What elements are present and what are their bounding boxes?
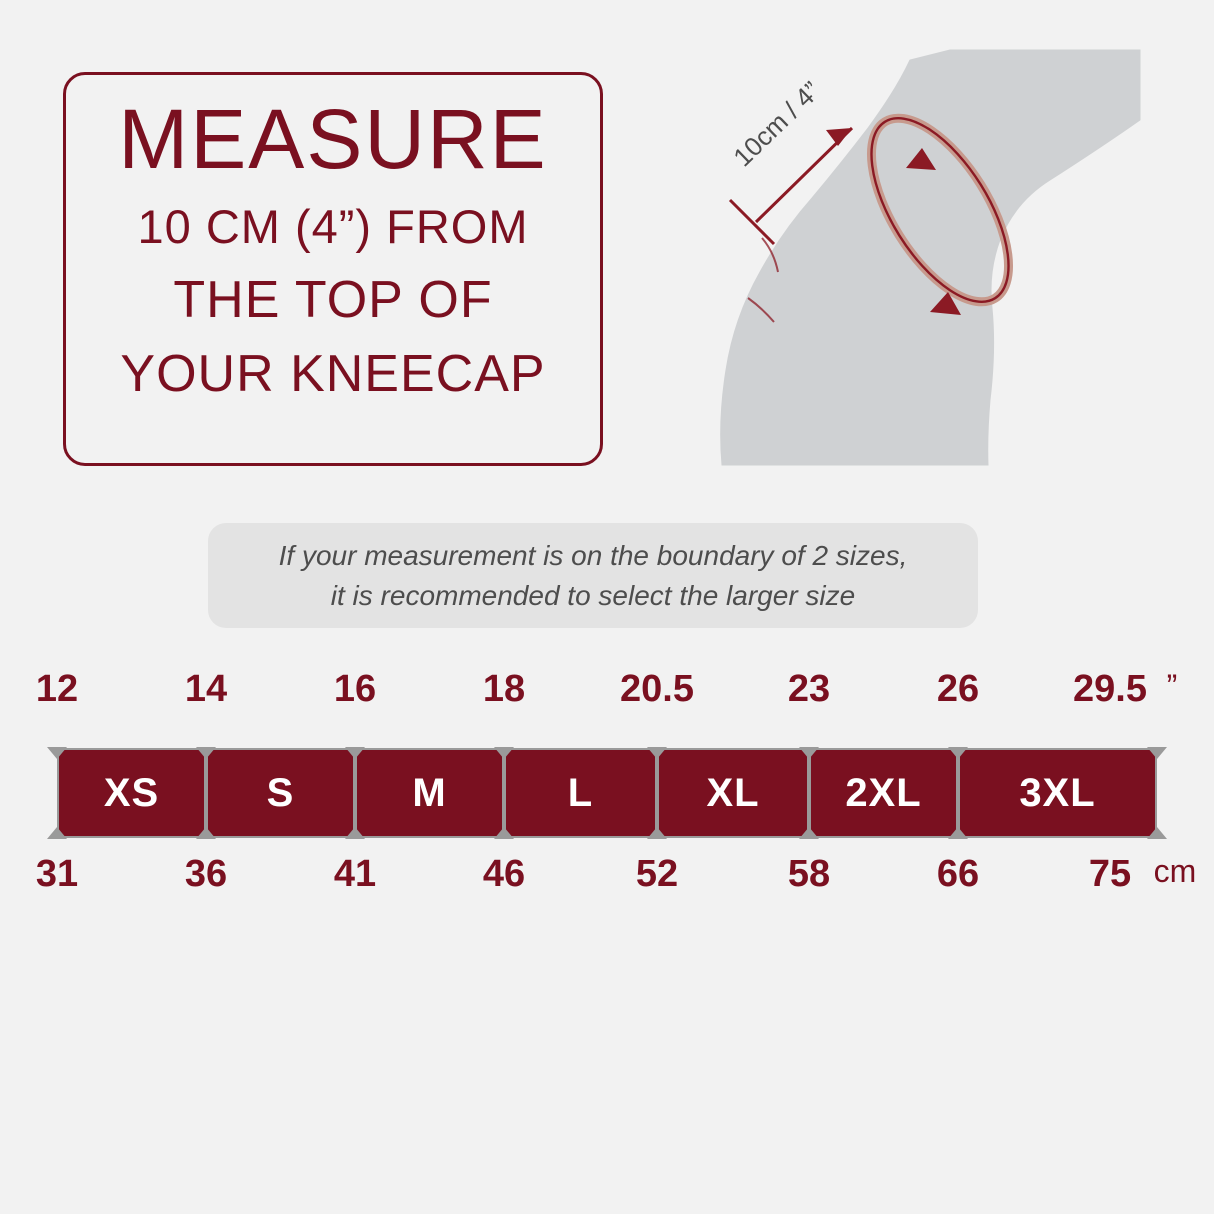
size-chart [0,668,1214,928]
size-label-xl: XL [706,770,760,815]
inch-tick-2: 16 [333,668,377,710]
tick-notch-top-5 [799,747,819,759]
size-segment-s[interactable] [206,748,355,838]
tick-notch-bottom-6 [948,827,968,839]
size-boundary-note [208,523,978,628]
tick-notch-bottom-7 [1147,827,1167,839]
inch-tick-7: 29.5 [1073,668,1147,710]
size-label-m: M [412,770,447,815]
tick-notch-top-4 [647,747,667,759]
leg-measurement-illustration [700,40,1200,480]
size-bar [57,748,1157,838]
inch-unit-label: ” [1166,668,1178,704]
measure-instruction-card [63,72,603,466]
size-segment-xl[interactable] [657,748,809,838]
tick-notch-top-1 [196,747,216,759]
tick-notch-top-7 [1147,747,1167,759]
cm-tick-5: 58 [787,853,831,895]
measure-headline: MEASURE [118,92,548,186]
cm-tick-6: 66 [936,853,980,895]
size-label-3xl: 3XL [1019,770,1096,815]
note-line-1: If your measurement is on the boundary of 2 sizes, [278,539,908,571]
inch-tick-6: 26 [936,668,980,710]
inch-tick-4: 20.5 [620,668,694,710]
cm-tick-1: 36 [184,853,228,895]
tick-notch-top-3 [494,747,514,759]
inch-tick-1: 14 [184,668,228,710]
size-label-2xl: 2XL [845,770,922,815]
tick-notch-bottom-4 [647,827,667,839]
tick-notch-bottom-2 [345,827,365,839]
cm-tick-2: 41 [333,853,377,895]
measure-subline-location-2: YOUR KNEECAP [120,345,546,403]
cm-unit-label: cm [1153,853,1197,889]
inch-tick-3: 18 [482,668,526,710]
size-segment-l[interactable] [504,748,657,838]
cm-tick-3: 46 [482,853,526,895]
tick-notch-bottom-1 [196,827,216,839]
note-line-2: it is recommended to select the larger size [330,579,856,611]
size-segment-2xl[interactable] [809,748,958,838]
tick-notch-top-0 [47,747,67,759]
tick-notch-bottom-5 [799,827,819,839]
size-label-l: L [567,770,594,815]
size-segment-m[interactable] [355,748,504,838]
inch-tick-5: 23 [787,668,831,710]
size-label-s: S [266,770,295,815]
cm-tick-7: 75 [1088,853,1132,895]
tick-notch-top-2 [345,747,365,759]
tick-notch-bottom-0 [47,827,67,839]
tick-notch-bottom-3 [494,827,514,839]
illustration-measure-label: 10cm / 4” [727,75,827,173]
cm-tick-0: 31 [35,853,79,895]
size-segment-3xl[interactable] [958,748,1157,838]
inch-tick-0: 12 [35,668,79,710]
measure-subline-distance: 10 CM (4”) FROM [137,200,529,253]
measure-subline-location-1: THE TOP OF [173,271,493,329]
cm-tick-4: 52 [635,853,679,895]
cm-tick-row [0,853,1214,903]
inches-tick-row [0,668,1214,718]
size-label-xs: XS [103,770,160,815]
tick-notch-top-6 [948,747,968,759]
size-segment-xs[interactable] [57,748,206,838]
